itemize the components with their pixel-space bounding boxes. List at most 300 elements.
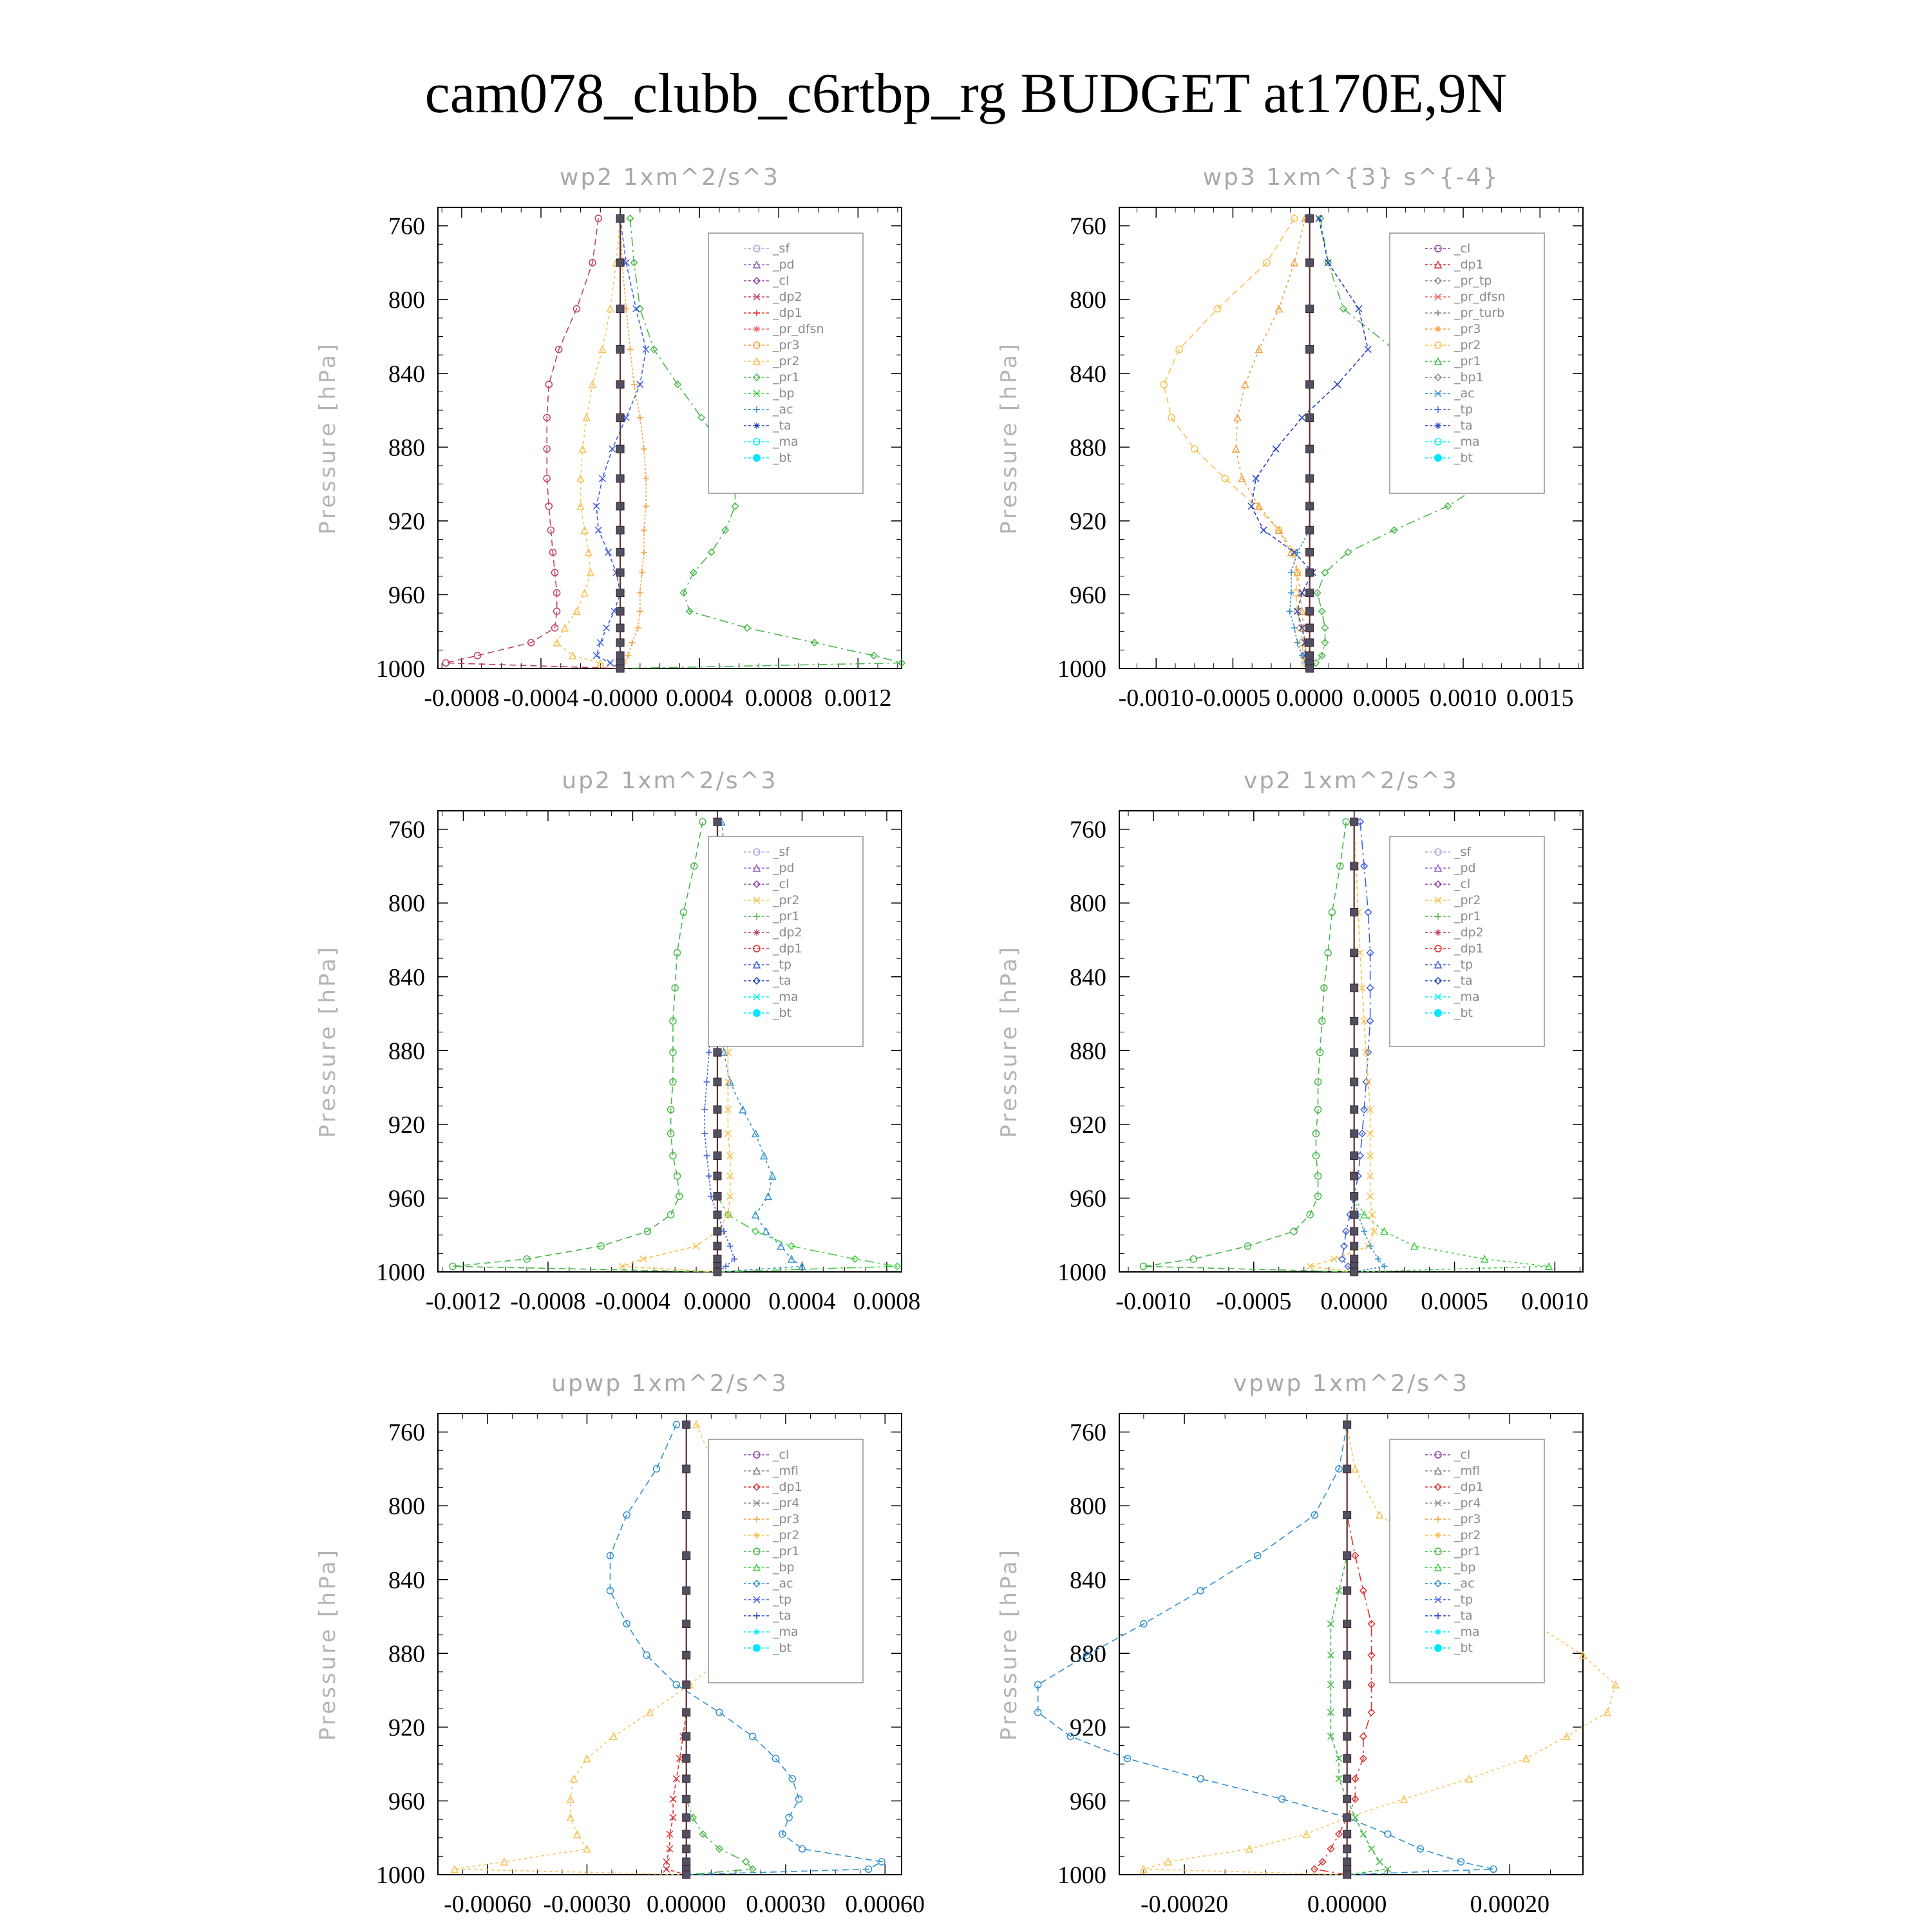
data-point	[1291, 625, 1298, 631]
data-point	[629, 639, 636, 646]
legend-label: _bp	[1454, 1560, 1476, 1575]
legend-label: _ta	[1454, 419, 1473, 433]
data-point	[562, 625, 568, 631]
zero-terms-marker	[1343, 1814, 1351, 1821]
data-point	[753, 1532, 760, 1539]
legend-label: _ta	[773, 974, 791, 988]
legend-label: _pr2	[773, 893, 800, 907]
chart-panel-6	[996, 1370, 1619, 1918]
y-tick-label: 800	[388, 287, 425, 314]
legend-label: _tp	[773, 1593, 792, 1607]
x-tick-label: -0.0004	[594, 1288, 671, 1315]
legend-label: _dp1	[1454, 258, 1484, 272]
y-tick-label: 800	[1070, 890, 1106, 918]
y-tick-label: 760	[388, 213, 425, 240]
zero-terms-marker	[714, 1255, 721, 1263]
data-point	[605, 549, 612, 556]
series-line	[1310, 822, 1374, 1272]
series-line	[1331, 1425, 1387, 1875]
zero-terms-marker	[1343, 1830, 1351, 1838]
series-line	[453, 822, 717, 1272]
zero-terms-marker	[616, 502, 624, 510]
zero-terms-marker	[1350, 949, 1358, 957]
zero-terms-marker	[1350, 1130, 1358, 1137]
data-point	[1191, 446, 1198, 452]
zero-terms-marker	[616, 475, 624, 482]
zero-terms-marker	[683, 1755, 690, 1763]
data-point	[573, 608, 580, 614]
data-point	[599, 346, 605, 353]
data-point	[706, 1173, 712, 1179]
zero-terms-marker	[1343, 1871, 1351, 1879]
zero-terms-marker	[1350, 1193, 1358, 1200]
panel-title: up2 1xm^2/s^3	[562, 768, 778, 794]
data-point	[1279, 1796, 1285, 1803]
zero-terms-marker	[683, 1775, 690, 1783]
zero-terms-marker	[1306, 259, 1314, 267]
chart-panel-4	[996, 768, 1589, 1315]
data-point	[653, 1466, 659, 1472]
legend-label: _bt	[773, 1641, 792, 1655]
data-point	[708, 549, 715, 556]
data-point	[786, 1814, 792, 1821]
x-tick-label: 0.0015	[1506, 685, 1574, 712]
data-point	[582, 590, 588, 596]
data-point	[663, 1866, 670, 1872]
zero-terms-marker	[1350, 984, 1358, 992]
data-point	[1376, 1512, 1383, 1519]
zero-terms-marker	[714, 818, 721, 826]
zero-terms-marker	[1306, 569, 1314, 576]
data-point	[1604, 1709, 1611, 1716]
zero-terms-marker	[616, 381, 624, 388]
x-tick-label: 0.0005	[1421, 1288, 1488, 1315]
legend-label: _pr3	[773, 1512, 800, 1526]
zero-terms-marker	[1343, 1755, 1351, 1763]
data-point	[603, 625, 610, 631]
legend-marker	[753, 1644, 761, 1652]
legend-label: _pr3	[1454, 1512, 1481, 1526]
y-tick-label: 1000	[376, 656, 425, 683]
legend-label: _ma	[773, 1625, 799, 1639]
data-point	[1299, 590, 1305, 596]
data-point	[578, 475, 584, 482]
data-point	[704, 1079, 710, 1085]
legend-label: _ma	[1454, 990, 1480, 1004]
legend-label: _tp	[1454, 1593, 1473, 1607]
data-point	[643, 503, 649, 509]
zero-terms-marker	[1343, 1732, 1351, 1740]
data-point	[607, 659, 614, 666]
data-point	[1356, 306, 1362, 312]
series-line	[446, 218, 620, 668]
data-point	[704, 1153, 710, 1159]
zero-terms-marker	[1343, 1552, 1351, 1560]
y-tick-label: 880	[1070, 434, 1106, 462]
zero-terms-marker	[683, 1871, 690, 1879]
data-point	[609, 446, 616, 452]
zero-terms-marker	[1350, 1152, 1358, 1160]
y-tick-label: 840	[1070, 963, 1106, 991]
legend-label: _tp	[773, 958, 792, 972]
panel-title: wp3 1xm^{3} s^{-4}	[1202, 164, 1500, 191]
zero-terms-marker	[1306, 381, 1314, 388]
y-axis-label: Pressure [hPa]	[996, 341, 1022, 535]
legend-label: _ma	[1454, 1625, 1480, 1639]
data-point	[637, 590, 643, 596]
zero-terms-marker	[1350, 862, 1358, 870]
x-tick-label: 0.0008	[853, 1288, 921, 1315]
y-tick-label: 760	[1070, 213, 1106, 240]
series-line	[1164, 218, 1309, 668]
zero-terms-marker	[683, 1681, 690, 1689]
y-tick-label: 800	[1070, 1493, 1106, 1520]
legend-label: _cl	[773, 1448, 790, 1462]
y-tick-label: 960	[388, 1185, 425, 1213]
legend-label: _dp2	[1454, 925, 1484, 940]
legend-label: _pr2	[1454, 1528, 1481, 1542]
data-point	[643, 1652, 650, 1658]
data-point	[1435, 929, 1441, 936]
zero-terms-marker	[1306, 589, 1314, 597]
data-point	[1334, 381, 1341, 388]
data-point	[1242, 381, 1248, 388]
zero-terms-marker	[683, 1732, 690, 1740]
zero-terms-marker	[683, 1620, 690, 1627]
zero-terms-marker	[1306, 607, 1314, 615]
zero-terms-marker	[1343, 1845, 1351, 1853]
zero-terms-marker	[683, 1709, 690, 1716]
x-tick-label: 0.0004	[768, 1288, 836, 1315]
x-tick-label: -0.00020	[1140, 1891, 1229, 1918]
y-tick-label: 1000	[1057, 1862, 1106, 1889]
data-point	[706, 1049, 712, 1056]
series-line	[1236, 218, 1309, 668]
legend-label: _sf	[773, 242, 790, 256]
data-point	[698, 414, 705, 421]
legend-label: _pr_dfsn	[1454, 290, 1506, 304]
y-tick-label: 800	[388, 890, 425, 918]
legend-label: _cl	[773, 274, 790, 288]
series-pr2	[1307, 819, 1378, 1275]
zero-terms-marker	[1306, 665, 1314, 672]
data-point	[673, 1681, 679, 1688]
y-tick-label: 960	[1070, 1185, 1106, 1213]
legend-label: _ta	[773, 1609, 791, 1623]
zero-terms-marker	[683, 1858, 690, 1866]
zero-terms-marker	[1343, 1681, 1351, 1689]
series-bp	[1327, 1421, 1390, 1878]
legend-label: _pr4	[1454, 1496, 1481, 1510]
legend-label: _dp1	[1454, 1480, 1484, 1494]
zero-terms-marker	[683, 1830, 690, 1838]
x-tick-label: 0.0000	[1320, 1288, 1388, 1315]
data-point	[1367, 1243, 1374, 1249]
y-tick-label: 960	[388, 582, 425, 609]
data-point	[595, 527, 601, 533]
chart-panel-1	[315, 164, 905, 712]
legend-label: _bp	[773, 1560, 795, 1575]
data-point	[641, 527, 647, 533]
data-point	[1336, 1756, 1342, 1762]
legend-label: _pr4	[773, 1496, 800, 1510]
y-tick-label: 960	[1070, 582, 1106, 609]
zero-terms-marker	[616, 639, 624, 647]
zero-terms-marker	[1350, 1078, 1358, 1086]
data-point	[631, 381, 638, 388]
legend-label: _pr1	[773, 1544, 800, 1558]
y-tick-label: 800	[1070, 287, 1106, 314]
zero-terms-marker	[1343, 1421, 1351, 1428]
legend-label: _pr_dfsn	[773, 322, 824, 336]
series-line	[596, 218, 646, 668]
legend-marker	[1434, 1009, 1442, 1017]
zero-terms-marker	[1350, 1227, 1358, 1235]
data-point	[637, 414, 643, 421]
y-tick-label: 880	[388, 1037, 425, 1065]
data-point	[1260, 527, 1267, 533]
legend-label: _pr_turb	[1454, 306, 1505, 320]
x-tick-label: 0.0010	[1429, 685, 1497, 712]
data-point	[667, 1846, 673, 1852]
zero-terms-marker	[683, 1465, 690, 1473]
data-point	[1361, 1228, 1367, 1235]
data-point	[1368, 1620, 1375, 1627]
x-tick-label: 0.00000	[646, 1891, 726, 1918]
y-tick-label: 920	[1070, 1714, 1106, 1741]
legend-label: _ac	[1454, 386, 1475, 401]
zero-terms-marker	[1306, 526, 1314, 534]
series-line	[1314, 1425, 1371, 1875]
legend-marker	[1434, 454, 1442, 462]
chart-panel-2	[996, 164, 1583, 712]
zero-terms-marker	[683, 1651, 690, 1659]
data-point	[727, 1243, 734, 1249]
zero-terms-marker	[683, 1845, 690, 1853]
series-pr2	[554, 215, 623, 672]
series-pr4	[1311, 1421, 1374, 1878]
y-tick-label: 760	[388, 816, 425, 844]
y-tick-label: 920	[388, 1111, 425, 1139]
series-ac	[593, 215, 649, 672]
y-tick-label: 920	[388, 507, 425, 535]
legend-label: _pd	[1454, 861, 1476, 875]
x-tick-label: 0.0004	[665, 685, 734, 712]
zero-terms-marker	[683, 1795, 690, 1803]
legend-label: _cl	[773, 877, 790, 891]
panel-title: wp2 1xm^2/s^3	[560, 164, 780, 191]
panel-title: vpwp 1xm^2/s^3	[1233, 1370, 1470, 1397]
legend-label: _pr1	[773, 909, 800, 923]
x-tick-label: -0.0004	[503, 685, 579, 712]
data-point	[635, 625, 641, 631]
series-pr2	[1160, 215, 1312, 672]
data-point	[1273, 446, 1279, 452]
legend-label: _ma	[1454, 435, 1480, 449]
data-point	[1291, 260, 1298, 266]
zero-terms-marker	[1350, 1106, 1358, 1113]
zero-terms-marker	[1306, 475, 1314, 482]
legend-label: _pr1	[1454, 354, 1481, 368]
y-tick-label: 1000	[1057, 656, 1106, 683]
legend-label: _ta	[773, 419, 791, 433]
data-point	[639, 569, 645, 576]
data-point	[1197, 1776, 1204, 1782]
legend-label: _sf	[1454, 845, 1472, 859]
legend-label: _pd	[773, 258, 795, 272]
legend-label: _pr2	[1454, 893, 1481, 907]
legend-label: _ac	[1454, 1577, 1475, 1591]
y-tick-label: 760	[1070, 1419, 1106, 1446]
x-tick-label: -0.0005	[1195, 685, 1271, 712]
zero-terms-marker	[714, 1211, 721, 1218]
data-point	[641, 446, 647, 452]
zero-terms-marker	[1306, 445, 1314, 453]
zero-terms-marker	[616, 214, 624, 222]
legend-label: _ta	[1454, 974, 1473, 988]
data-point	[475, 652, 481, 659]
zero-terms-marker	[1343, 1587, 1351, 1595]
data-point	[670, 1796, 676, 1803]
legend-label: _pr2	[773, 1528, 800, 1542]
zero-terms-marker	[714, 1242, 721, 1250]
data-point	[1291, 1228, 1297, 1235]
data-point	[752, 1228, 759, 1235]
data-point	[1376, 1859, 1383, 1865]
panel-title: upwp 1xm^2/s^3	[551, 1370, 788, 1397]
y-axis-label: Pressure [hPa]	[315, 341, 341, 535]
y-tick-label: 1000	[376, 1862, 425, 1889]
legend-label: _dp1	[773, 306, 802, 320]
y-tick-label: 920	[1070, 1111, 1106, 1139]
legend-label: _sf	[773, 845, 790, 859]
legend-label: _bp	[773, 386, 795, 401]
data-point	[1360, 1587, 1367, 1594]
data-point	[763, 1228, 770, 1235]
legend-label: _pr1	[1454, 909, 1481, 923]
y-tick-label: 880	[1070, 1640, 1106, 1668]
legend-label: _pd	[773, 861, 795, 875]
zero-terms-marker	[616, 624, 624, 632]
zero-terms-marker	[1306, 305, 1314, 313]
data-point	[1331, 1256, 1338, 1262]
data-point	[701, 1130, 708, 1137]
zero-terms-marker	[1306, 639, 1314, 647]
zero-terms-marker	[714, 1106, 721, 1113]
series-line	[620, 218, 646, 668]
data-point	[668, 1211, 674, 1218]
data-point	[611, 1733, 617, 1739]
data-point	[1385, 1831, 1391, 1837]
data-point	[1435, 1532, 1441, 1539]
zero-terms-marker	[714, 1152, 721, 1160]
series-ta	[1339, 819, 1374, 1275]
series-dp2	[442, 215, 623, 672]
data-point	[753, 929, 760, 936]
legend-label: _mfl	[773, 1464, 799, 1478]
legend-label: _mfl	[1454, 1464, 1480, 1478]
chart-panel-5	[315, 1370, 925, 1918]
data-point	[1197, 1587, 1204, 1594]
data-point	[693, 1243, 699, 1249]
data-point	[753, 326, 760, 332]
legend-label: _ma	[773, 435, 799, 449]
series-line	[557, 218, 620, 668]
data-point	[587, 569, 594, 576]
legend-label: _ma	[773, 990, 799, 1004]
legend-label: _pr3	[1454, 322, 1481, 336]
legend-label: _dp1	[773, 1480, 802, 1494]
legend-marker	[1434, 1644, 1442, 1652]
data-point	[627, 346, 633, 353]
data-point	[1352, 1466, 1358, 1472]
data-point	[753, 422, 760, 429]
data-point	[633, 306, 639, 312]
data-point	[1299, 414, 1305, 421]
data-point	[1299, 625, 1305, 631]
y-axis-label: Pressure [hPa]	[996, 945, 1022, 1138]
zero-terms-marker	[1306, 346, 1314, 354]
legend-label: _bt	[1454, 1006, 1473, 1020]
y-tick-label: 880	[388, 434, 425, 462]
zero-terms-marker	[1350, 1172, 1358, 1180]
x-tick-label: 0.00030	[746, 1891, 826, 1918]
data-point	[637, 608, 643, 614]
data-point	[724, 1211, 731, 1218]
zero-terms-marker	[1343, 1511, 1351, 1519]
zero-terms-marker	[1350, 1268, 1358, 1276]
x-tick-label: -0.0012	[425, 1288, 502, 1315]
series-pr3	[617, 215, 649, 672]
x-tick-label: 0.0012	[824, 685, 892, 712]
series-pr1	[1141, 1421, 1619, 1878]
x-tick-label: 0.0008	[744, 685, 813, 712]
data-point	[765, 1193, 772, 1200]
zero-terms-marker	[683, 1552, 690, 1560]
y-tick-label: 800	[388, 1493, 425, 1520]
series-line	[1143, 822, 1354, 1272]
zero-terms-marker	[1306, 214, 1314, 222]
legend-label: _bt	[773, 451, 792, 465]
data-point	[1435, 422, 1441, 429]
y-tick-label: 840	[1070, 1566, 1106, 1594]
y-tick-label: 960	[1070, 1788, 1106, 1815]
zero-terms-marker	[714, 1048, 721, 1056]
y-tick-label: 1000	[376, 1259, 425, 1286]
legend-label: _cl	[1454, 242, 1471, 256]
y-axis-label: Pressure [hPa]	[996, 1548, 1022, 1741]
zero-terms-marker	[616, 607, 624, 615]
y-tick-label: 920	[1070, 507, 1106, 535]
data-point	[637, 381, 643, 388]
legend-label: _pr_tp	[1454, 274, 1492, 288]
data-point	[1288, 569, 1294, 576]
data-point	[641, 549, 647, 556]
legend-label: _dp1	[1454, 942, 1484, 956]
zero-terms-marker	[1350, 1242, 1358, 1250]
data-point	[1435, 326, 1441, 332]
zero-terms-marker	[1350, 1211, 1358, 1218]
zero-terms-marker	[616, 526, 624, 534]
zero-terms-marker	[1350, 1017, 1358, 1025]
zero-terms-marker	[1343, 1651, 1351, 1659]
data-point	[571, 1776, 577, 1782]
x-tick-label: 0.0000	[683, 1288, 752, 1315]
legend-label: _dp1	[773, 942, 802, 956]
zero-terms-marker	[714, 1130, 721, 1137]
zero-terms-marker	[616, 569, 624, 576]
zero-terms-marker	[616, 305, 624, 313]
